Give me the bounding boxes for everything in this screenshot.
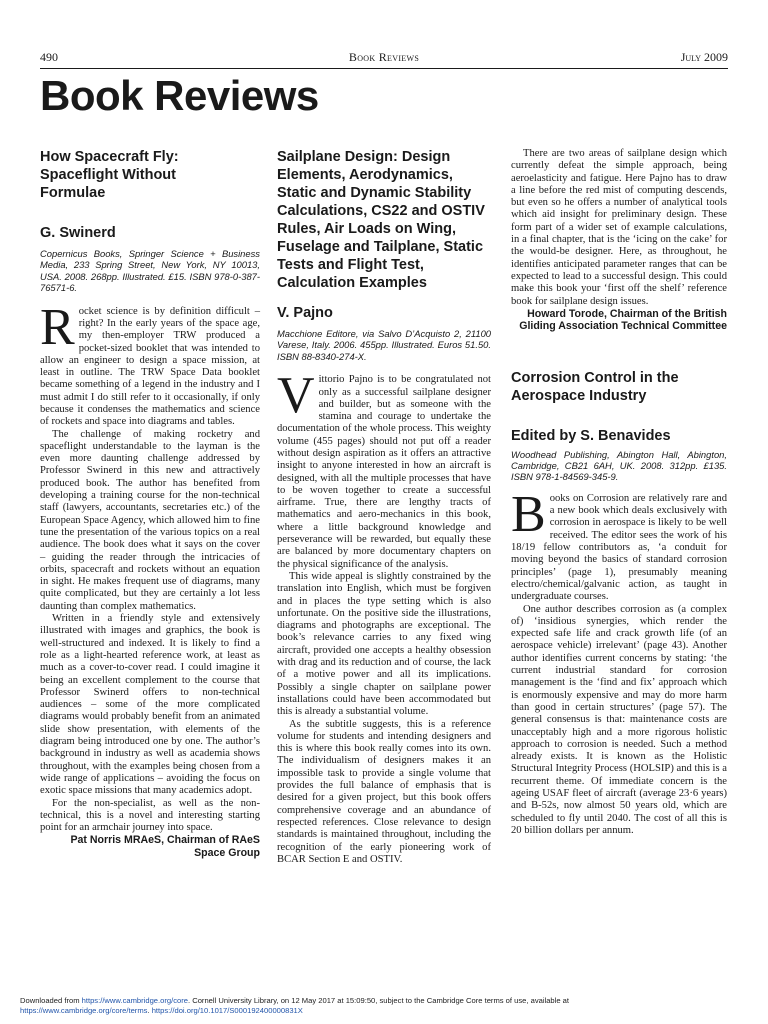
footer-text-access: . Cornell University Library, on 12 May 2017 at 15:09:50, subject to the Cambridge Core terms of use, available at: [188, 996, 570, 1005]
review-3-paragraph-1: ooks on Corrosion are relatively rare and a new book which deals exclusively with corrosion in aerospace is likely to be well received. The editor sees the work of his 18/19 fellow contributors as, ‘a conduit for moving beyond the basics of standard corrosion principles’ (page 1), presumably meaning electro/chemical/galvanic action, as taught in undergraduate courses.: [511, 492, 727, 603]
review-3-publisher: Woodhead Publishing, Abington Hall, Abington, Cambridge, CB21 6AH, UK. 2008. 312pp. £135. ISBN 978-1-84569-345-9.: [511, 448, 727, 483]
running-header: [40, 48, 728, 68]
review-3-title: Corrosion Control in the Aerospace Industry: [511, 369, 679, 404]
review-1-author: G. Swinerd: [40, 225, 116, 241]
footer-line-2: [20, 1006, 750, 1016]
review-1-paragraph-1: ocket science is by definition difficult – right? In the early years of the space age, my then-employer TRW produced a pocket-sized booklet that was intended to allow an engineer to design a space mission, at least in outline. The TRW Space Data booklet became something of a legend in the industry and I must admit I do still refer to it occasionally, if only because it condenses the mathematics and science of rockets and space into diagrams and tables.: [40, 305, 260, 428]
review-2-reviewer: Howard Torode, Chairman of the British Gliding Association Technical Committee: [519, 307, 727, 333]
review-2-title: Sailplane Design: Design Elements, Aerodynamics, Static and Dynamic Stability Calculations, CS22 and OSTIV Rules, Air Loads on Wing, Fuselage and Tailplane, Static Tests and Flight Test, Calculation Examples: [277, 149, 485, 291]
review-2-paragraph-3: As the subtitle suggests, this is a reference volume for students and intending designers and this is where this book really comes into its own. The individualism of designers makes it an impossible task to provide a single volume that provides the full balance of emphasis that is desired for a given project, but this book offers comprehensive coverage and an abundance of respected references. Close relevance to design standards is maintained throughout, including the recognition of the early pioneering work of BCAR Section E and OSTIV.: [277, 718, 491, 865]
review-3-paragraph-2: One author describes corrosion as (a complex of) ‘insidious synergies, which render the expected safe life and crack growth life (of an aerospace vehicle) irrelevant’ (page 43). Another author identifies current concerns by stating: ‘the current industrial standard for corrosion management is the ‘find and fix’ approach which is enormously expensive and may do more harm than good in certain structures’ (page 57). The general consensus is that: maintenance costs are unacceptably high and a more rigorous holistic approach to corrosion is needed. Such a method already exists. It is known as the Holistic Structural Integrity Process (HOLSIP) and this is a recurrent theme. Of immediate concern is the ageing USAF fleet of aircraft (average 23·6 years) and B-52s, now almost 50 years old, which are scheduled to fly until 2040. The cost of all this is 20 billion dollars per annum.: [511, 603, 727, 836]
review-2-dropcap: V: [277, 367, 315, 425]
journal-section-name: Book Reviews: [348, 50, 420, 64]
terms-link[interactable]: https://www.cambridge.org/core/terms: [20, 1005, 148, 1015]
review-1-paragraph-3: Written in a friendly style and extensively illustrated with images and graphics, the book is well-structured and indexed. It is likely to find a role as a light-hearted reference work, at least as much as a cover-to-cover read. I could imagine it being an excellent complement to the course that Professor Swinerd offers to non-technical audiences – some of the more complicated diagrams would probably benefit from an animated slide show presentation, with elements of the diagram being introduced one by one. The author’s background in industry as well as academia shows throughout, with the examples being chosen from a wide range of applications – avoiding the focus on exotic space missions that many academics adopt.: [40, 613, 260, 797]
review-2-paragraph-4: There are two areas of sailplane design which currently defeat the simple approach, being aeroelasticity and fatigue. Here Pajno has to draw a line before the red mist of computing descends, but even so he offers a number of analytical tools which aid insight for preliminary design. These form part of a wider set of example calculations, in a final chapter, that is the ‘icing on the cake’ for the would-be designer. Here, as throughout, he identifies anticipated parameter ranges that can be expected to lead to a successful design. This could make this book your ‘first off the shelf’ reference book for sailplane design issues.: [511, 148, 727, 307]
issue-date: July 2009: [680, 50, 728, 64]
review-2-paragraph-1: ittorio Pajno is to be congratulated not only as a successful sailplane designer and builder, but as someone with the stamina and courage to undertake the documentation of the whole process. This weighty volume (455 pages) should not put off a reader without design aspiration as it offers an attractive insight to anyone interested in how an aircraft is designed, with all the multiple processes that have to be woven together to create a successful airframe. True, there are lengthy tracts of mathematics and aero-mechanics in this book, where a little background knowledge and perseverance will be rewarded, but equally these are balanced by more documentary chapters on the physical significance of the analysis.: [277, 374, 491, 570]
review-1-dropcap: R: [40, 298, 75, 356]
footer-text-downloaded: Downloaded from: [20, 996, 82, 1005]
header-rule: [40, 68, 728, 69]
review-2-paragraph-2: This wide appeal is slightly constrained by the translation into English, which must be forgiven and in places the type setting which is also unfortunate. On the positive side the illustrations, diagrams and photographs are exceptional. The book’s relevance carries to any fixed wing aircraft, provided one accepts a healthy obsession with drag and its reduction and of course, the lack of a motive power and all its implications. Possibly a single chapter on sailplane power installations could have been accommodated but this is already a substantial volume.: [277, 570, 491, 718]
column-1: [40, 148, 260, 859]
review-2-author: V. Pajno: [277, 305, 333, 321]
review-1-title: How Spacecraft Fly: Spaceflight Without Formulae: [40, 149, 179, 201]
review-3-author: Edited by S. Benavides: [511, 427, 671, 444]
review-3-dropcap: B: [511, 485, 546, 543]
page-title: Book Reviews: [40, 72, 319, 119]
download-footer: [20, 996, 750, 1015]
column-2: [277, 148, 491, 866]
review-2-publisher: Macchione Editore, via Salvo D’Acquisto 2, 21100 Varese, Italy. 2006. 455pp. Illustrated. Euros 51.50. ISBN 88-8340-274-X.: [277, 328, 491, 362]
cambridge-core-link[interactable]: https://www.cambridge.org/core: [81, 996, 188, 1005]
review-1-paragraph-4: For the non-specialist, as well as the non-technical, this is a novel and interesting starting point for an armchair journey into space.: [40, 797, 260, 834]
review-1-paragraph-2: The challenge of making rocketry and spaceflight understandable to the layman is the even more daunting challenge addressed by Professor Swinerd in this new and attractively produced book. The author has benefited from developing a training course for the non-technical staff (lawyers, accountants, secretaries etc.) of the European Space Agency, which allowed him to fine tune the presentation of the various topics on a real audience. The book does what it says on the cover – guiding the reader through the intricacies of orbits, spacecraft and rockets without an equation in sight. He makes frequent use of diagrams, many quite complicated, but they are certainly a lot less daunting than complex mathematics.: [40, 428, 260, 612]
column-3: [511, 148, 727, 837]
footer-line-1: [20, 996, 750, 1006]
page-number: 490: [40, 50, 58, 64]
review-1-publisher: Copernicus Books, Springer Science + Business Media, 233 Spring Street, New York, NY 10013, USA. 2008. 268pp. Illustrated. £15. ISBN 978-0-387-76571-6.: [40, 248, 260, 294]
footer-separator: .: [147, 1005, 152, 1015]
review-1-reviewer: Pat Norris MRAeS, Chairman of RAeS Space Group: [70, 834, 260, 859]
doi-link[interactable]: https://doi.org/10.1017/S000192400000831X: [151, 1005, 303, 1015]
